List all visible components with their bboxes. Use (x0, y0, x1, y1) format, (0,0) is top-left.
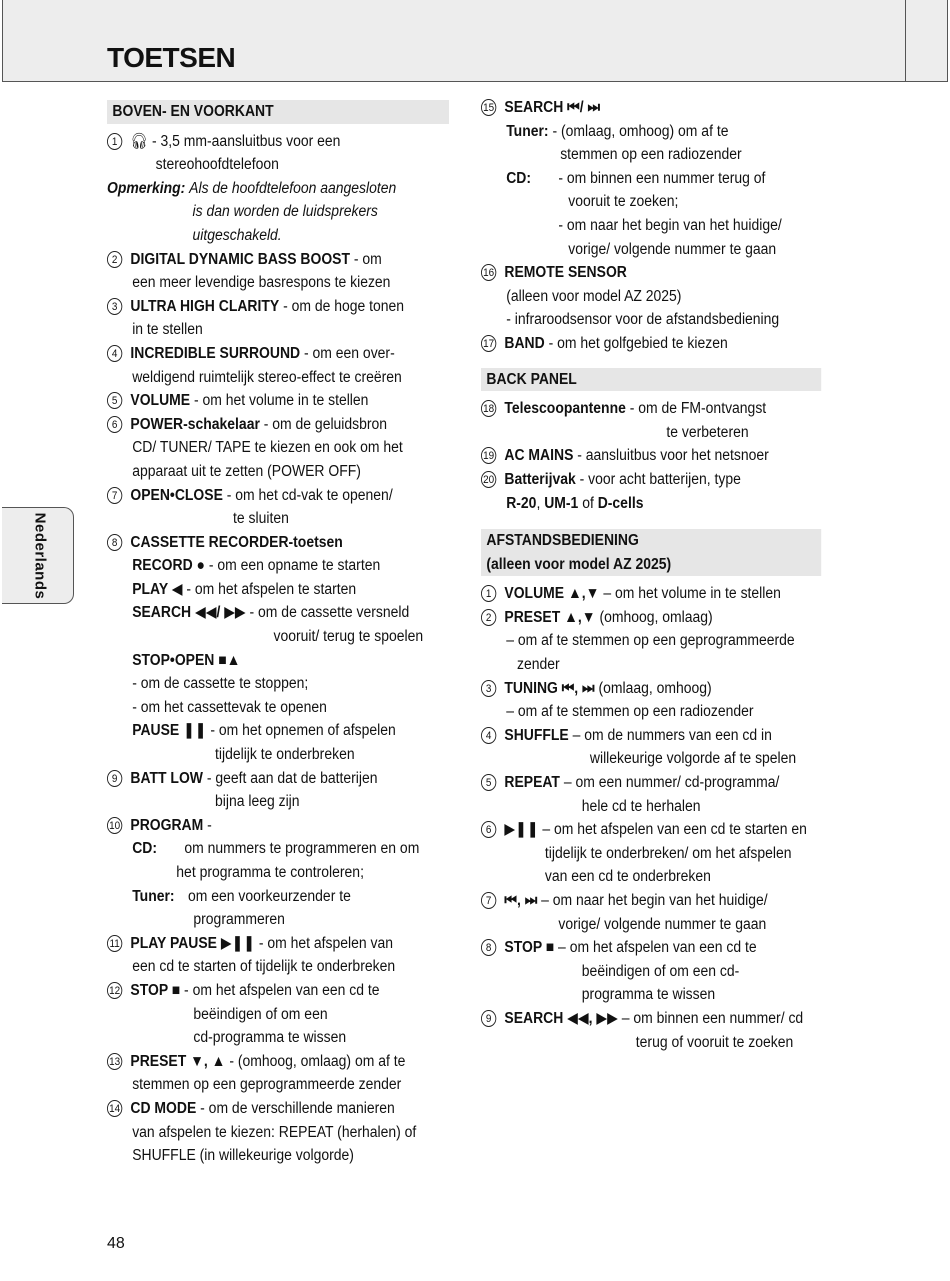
item-text: – om de nummers van een cd in (568, 726, 772, 744)
item-text: – om het volume in te stellen (599, 585, 781, 603)
item-number: 10 (107, 817, 122, 834)
item-title: SHUFFLE (504, 726, 569, 744)
item-title: STOP ■ (130, 981, 181, 999)
item-text: - om het volume in te stellen (190, 392, 369, 410)
section-heading-front: BOVEN- EN VOORKANT (107, 100, 449, 124)
play-pause-icon: ▶❚❚ (504, 821, 539, 839)
item-text: - 3,5 mm-aansluitbus voor een (152, 132, 341, 150)
item-text: - om het golfgebied te kiezen (544, 334, 728, 352)
list-item (481, 96, 821, 120)
list-item (107, 932, 449, 956)
note-text-cont: uitgeschakeld. (192, 226, 282, 244)
section-heading-back-panel: BACK PANEL (481, 368, 821, 392)
sub-item (107, 601, 449, 625)
item-text-cont: – om af te stemmen op een geprogrammeerde (506, 632, 795, 650)
item-text: - om een over- (300, 344, 395, 362)
list-item (481, 1007, 821, 1031)
item-text: – om het afspelen van een cd te (554, 939, 757, 957)
item-text: - om (350, 250, 382, 268)
list-item (107, 1050, 449, 1074)
item-text: - om het cd-vak te openen/ (222, 486, 393, 504)
item-number: 1 (107, 133, 122, 150)
list-item (481, 468, 821, 492)
item-number: 2 (107, 251, 122, 268)
item-number: 6 (481, 821, 496, 838)
tuner-label: Tuner: (506, 122, 549, 140)
item-number: 18 (481, 400, 496, 417)
item-number: 11 (107, 935, 122, 952)
item-text-cont: weldigend ruimtelijk stereo-effect te creëren (132, 368, 402, 386)
item-text-cont: hele cd te herhalen (581, 797, 701, 815)
item-number: 4 (107, 345, 122, 362)
item-title: TUNING ⏮, ⏭ (504, 679, 595, 697)
item-text-cont: beëindigen of om een cd- (581, 962, 740, 980)
item-text-cont: tijdelijk te onderbreken (215, 746, 355, 764)
list-item (107, 389, 449, 413)
right-column (481, 96, 821, 1054)
note-text-cont: is dan worden de luidsprekers (192, 203, 378, 221)
list-item (107, 248, 449, 272)
battery-type: D-cells (597, 494, 644, 512)
item-text-cont: bijna leeg zijn (215, 793, 300, 811)
item-number: 14 (107, 1100, 122, 1117)
sub-item (107, 578, 449, 602)
item-text-cont: SHUFFLE (in willekeurige volgorde) (132, 1147, 354, 1165)
record-label: RECORD ● (132, 557, 205, 575)
item-text-cont: apparaat uit te zetten (POWER OFF) (132, 462, 361, 480)
item-text-cont: vorige/ volgende nummer te gaan (558, 915, 767, 933)
list-item (481, 606, 821, 630)
item-number: 3 (481, 680, 496, 697)
item-text-cont: vooruit/ terug te spoelen (273, 628, 424, 646)
item-text-cont: te verbeteren (666, 423, 749, 441)
item-title: Batterijvak (504, 470, 576, 488)
tuner-label: Tuner: (132, 887, 175, 905)
item-text: - om het cassettevak te openen (132, 698, 327, 716)
item-text: - (203, 816, 212, 834)
item-number: 20 (481, 471, 496, 488)
section-heading-line: AFSTANDSBEDIENING (486, 532, 639, 550)
item-text: – om naar het begin van het huidige/ (537, 892, 768, 909)
item-text: - om de cassette versneld (245, 604, 410, 622)
item-number: 8 (107, 534, 122, 551)
item-title: CD MODE (130, 1099, 197, 1117)
item-title: ULTRA HIGH CLARITY (130, 297, 280, 315)
item-text: - om de hoge tonen (279, 297, 405, 315)
sub-item (481, 120, 821, 144)
list-item (481, 582, 821, 606)
list-item (481, 332, 821, 356)
item-text: – om binnen een nummer/ cd (617, 1009, 804, 1027)
sub-item (107, 719, 449, 743)
item-text-cont: stereohoofdtelefoon (155, 156, 279, 174)
sub-item (107, 554, 449, 578)
list-item (481, 261, 821, 285)
sub-item (481, 167, 821, 191)
item-title: CASSETTE RECORDER-toetsen (130, 533, 343, 551)
item-text-cont: stemmen op een radiozender (560, 146, 742, 164)
item-title: OPEN•CLOSE (130, 486, 223, 504)
item-text-cont: CD/ TUNER/ TAPE te kiezen en ook om het (132, 439, 403, 457)
item-text: - om een opname te starten (204, 557, 381, 575)
cd-label: CD: (132, 840, 158, 858)
item-title: PROGRAM (130, 816, 204, 834)
pause-label: PAUSE ❚❚ (132, 722, 207, 740)
sub-item (107, 837, 449, 861)
item-number: 7 (107, 487, 122, 504)
separator: of (578, 494, 598, 512)
list-item (481, 771, 821, 795)
item-text: - om de cassette te stoppen; (132, 675, 309, 693)
section-heading-line: (alleen voor model AZ 2025) (486, 555, 672, 573)
item-text-cont: – om af te stemmen op een radiozender (506, 703, 754, 721)
item-title: POWER-schakelaar (130, 415, 260, 433)
item-text: (omlaag, omhoog) (594, 679, 712, 697)
item-title: PRESET ▼, ▲ (130, 1052, 226, 1070)
item-text-cont: van afspelen te kiezen: REPEAT (herhalen) of (132, 1123, 417, 1141)
item-title: STOP ■ (504, 939, 555, 957)
header-divider (905, 0, 906, 82)
note-text: Als de hoofdtelefoon aangesloten (189, 179, 397, 197)
list-item (107, 295, 449, 319)
item-number: 2 (481, 609, 496, 626)
item-text-cont: in te stellen (132, 321, 203, 339)
list-item (481, 818, 821, 842)
separator: , (536, 494, 545, 512)
item-text-cont: vorige/ volgende nummer te gaan (568, 240, 777, 258)
item-title: REMOTE SENSOR (504, 264, 627, 282)
search-label: SEARCH ◀◀/ ▶▶ (132, 604, 246, 622)
item-title: Telescoopantenne (504, 400, 626, 418)
list-item (481, 936, 821, 960)
list-item (107, 767, 449, 791)
sub-item (107, 649, 449, 673)
item-text-cont: cd-programma te wissen (193, 1029, 347, 1047)
item-text: - om binnen een nummer terug of (558, 169, 766, 187)
item-number: 3 (107, 298, 122, 315)
item-title: AC MAINS (504, 447, 574, 465)
item-text: - voor acht batterijen, type (575, 470, 741, 488)
list-item (107, 484, 449, 508)
item-number: 5 (481, 774, 496, 791)
item-text-cont: het programma te controleren; (176, 864, 364, 881)
item-text: om een voorkeurzender te (188, 887, 351, 905)
item-text-cont: willekeurige volgorde af te spelen (589, 750, 797, 768)
list-item (107, 413, 449, 437)
item-text-cont: zender (517, 656, 560, 674)
list-item (481, 444, 821, 468)
item-text-cont: programma te wissen (581, 986, 716, 1004)
battery-type: UM-1 (544, 494, 579, 512)
item-title: DIGITAL DYNAMIC BASS BOOST (130, 250, 350, 268)
item-number: 12 (107, 982, 122, 999)
page-number: 48 (107, 1235, 125, 1252)
skip-icons: ⏮, ⏭ (504, 892, 538, 909)
item-title: BAND (504, 334, 545, 352)
item-title: VOLUME (130, 392, 191, 410)
item-number: 7 (481, 892, 496, 909)
item-text-cont: terug of vooruit te zoeken (635, 1033, 794, 1051)
section-heading-remote (481, 529, 821, 576)
item-text: - (omlaag, omhoog) om af te (548, 122, 729, 140)
item-text: - om het opnemen of afspelen (206, 722, 396, 740)
item-text-cont: tijdelijk te onderbreken/ om het afspelen (544, 844, 792, 862)
item-number: 13 (107, 1053, 122, 1070)
language-tab-label: Nederlands (31, 512, 49, 600)
list-item (481, 397, 821, 421)
item-title: INCREDIBLE SURROUND (130, 344, 301, 362)
list-item (107, 979, 449, 1003)
page-title: TOETSEN (107, 42, 236, 73)
note-label: Opmerking: (107, 179, 186, 197)
play-label: PLAY ◀ (132, 580, 183, 598)
item-text: - om de FM-ontvangst (625, 400, 767, 418)
battery-type: R-20 (506, 494, 537, 512)
item-text-cont: te sluiten (233, 510, 289, 528)
item-number: 6 (107, 416, 122, 433)
item-number: 9 (481, 1010, 496, 1027)
headphones-icon: 🎧︎ (130, 132, 149, 150)
item-text: – om een nummer/ cd-programma/ (559, 774, 780, 792)
item-title: PRESET ▲,▼ (504, 608, 596, 626)
stop-open-label: STOP•OPEN ■▲ (132, 651, 241, 669)
item-title: SEARCH ◀◀, ▶▶ (504, 1009, 618, 1027)
list-item (107, 531, 449, 555)
language-tab (2, 507, 74, 604)
item-text-cont: een cd te starten of tijdelijk te onderbreken (132, 958, 396, 976)
item-title: PLAY PAUSE ▶❚❚ (130, 934, 255, 952)
item-text: - (omhoog, omlaag) om af te (225, 1052, 406, 1070)
list-item (107, 814, 449, 838)
item-text: - om het afspelen van een cd te (180, 981, 380, 999)
battery-types (481, 492, 821, 516)
item-text-cont: een meer levendige basrespons te kiezen (132, 274, 391, 292)
list-item (107, 130, 449, 154)
item-text: - om de geluidsbron (259, 415, 388, 433)
item-text: - aansluitbus voor het netsnoer (573, 447, 769, 465)
item-number: 16 (481, 264, 496, 281)
item-text-cont: vooruit te zoeken; (568, 193, 679, 211)
left-column (107, 96, 449, 1168)
item-text-cont: stemmen op een geprogrammeerde zender (132, 1076, 402, 1094)
item-number: 5 (107, 392, 122, 409)
item-title: BATT LOW (130, 769, 203, 787)
item-text: - om het afspelen van (254, 934, 394, 952)
list-item (481, 724, 821, 748)
item-number: 17 (481, 335, 496, 352)
item-text: (alleen voor model AZ 2025) (506, 287, 682, 305)
item-number: 8 (481, 939, 496, 956)
item-text: - infraroodsensor voor de afstandsbediening (506, 311, 780, 329)
item-number: 1 (481, 585, 496, 602)
item-text: – om het afspelen van een cd te starten en (538, 821, 807, 839)
item-text: - om het afspelen te starten (182, 580, 357, 598)
cd-label: CD: (506, 169, 532, 187)
item-number: 4 (481, 727, 496, 744)
item-text: - om de verschillende manieren (196, 1099, 395, 1117)
sub-item (107, 885, 449, 909)
item-text: (omhoog, omlaag) (595, 608, 713, 626)
list-item (107, 342, 449, 366)
list-item (107, 1097, 449, 1121)
item-text-cont: - om naar het begin van het huidige/ (558, 216, 782, 234)
item-text-cont: beëindigen of om een (193, 1005, 328, 1023)
item-title: SEARCH ⏮/ ⏭ (504, 99, 601, 116)
item-number: 9 (107, 770, 122, 787)
item-title: VOLUME ▲,▼ (504, 585, 600, 603)
item-number: 15 (481, 99, 496, 116)
item-text-cont: programmeren (193, 911, 285, 929)
item-title: REPEAT (504, 774, 560, 792)
list-item (481, 677, 821, 701)
item-text: om nummers te programmeren en om (184, 840, 420, 858)
list-item (481, 889, 821, 913)
item-number: 19 (481, 447, 496, 464)
note (107, 177, 449, 201)
item-text-cont: van een cd te onderbreken (544, 868, 711, 886)
item-text: - geeft aan dat de batterijen (202, 769, 378, 787)
